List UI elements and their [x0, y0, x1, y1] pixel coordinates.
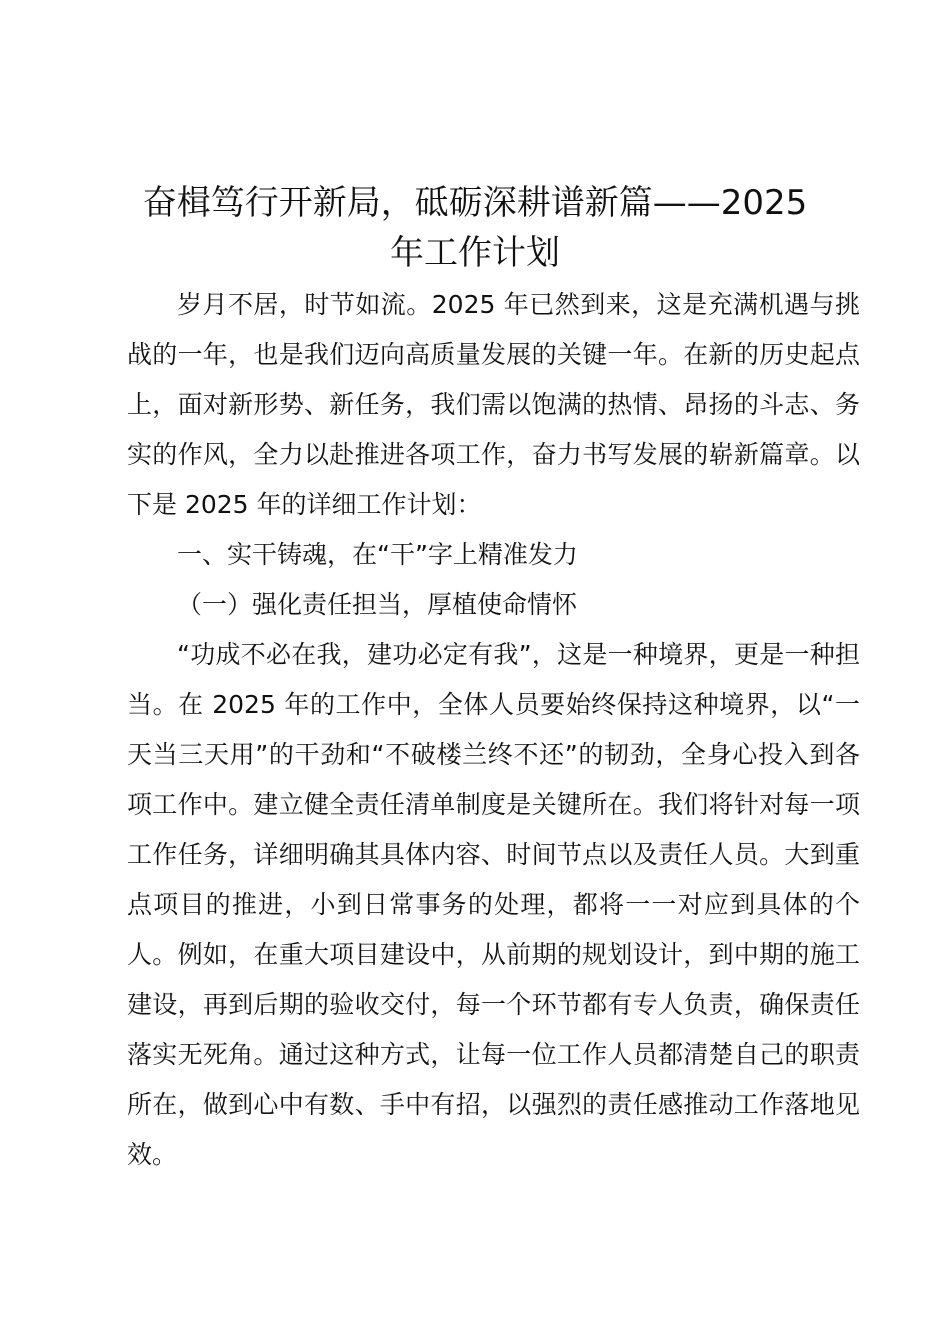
subsection-heading: （一）强化责任担当，厚植使命情怀 — [177, 590, 578, 619]
section-heading: 一、实干铸魂，在“干”字上精准发力 — [177, 540, 578, 569]
document-body — [127, 280, 860, 1180]
intro-paragraph: 岁月不居，时节如流。2025 年已然到来，这是充满机遇与挑战的一年，也是我们迈向高质量发展的关键一年。在新的历史起点上，面对新形势、新任务，我们需以饱满的热情、昂扬的斗志、务实的作风，全力以赴推进各项工作，奋力书写发展的崭新篇章。以下是 2025 年的详细工作计划： — [127, 290, 860, 519]
title-line-2: 年工作计划 — [390, 233, 560, 273]
title-line-1: 奋楫笃行开新局，砥砺深耕谱新篇——2025 — [142, 183, 808, 223]
document-title — [115, 178, 835, 278]
body-paragraph: “功成不必在我，建功必定有我”，这是一种境界，更是一种担当。在 2025 年的工作中，全体人员要始终保持这种境界，以“一天当三天用”的干劲和“不破楼兰终不还”的韧劲，全身心投入到各项工作中。建立健全责任清单制度是关键所在。我们将针对每一项工作任务，详细明确其具体内容、时间节点以及责任人员。大到重点项目的推进，小到日常事务的处理，都将一一对应到具体的个人。例如，在重大项目建设中，从前期的规划设计，到中期的施工建设，再到后期的验收交付，每一个环节都有专人负责，确保责任落实无死角。通过这种方式，让每一位工作人员都清楚自己的职责所在，做到心中有数、手中有招，以强烈的责任感推动工作落地见效。 — [127, 640, 860, 1169]
